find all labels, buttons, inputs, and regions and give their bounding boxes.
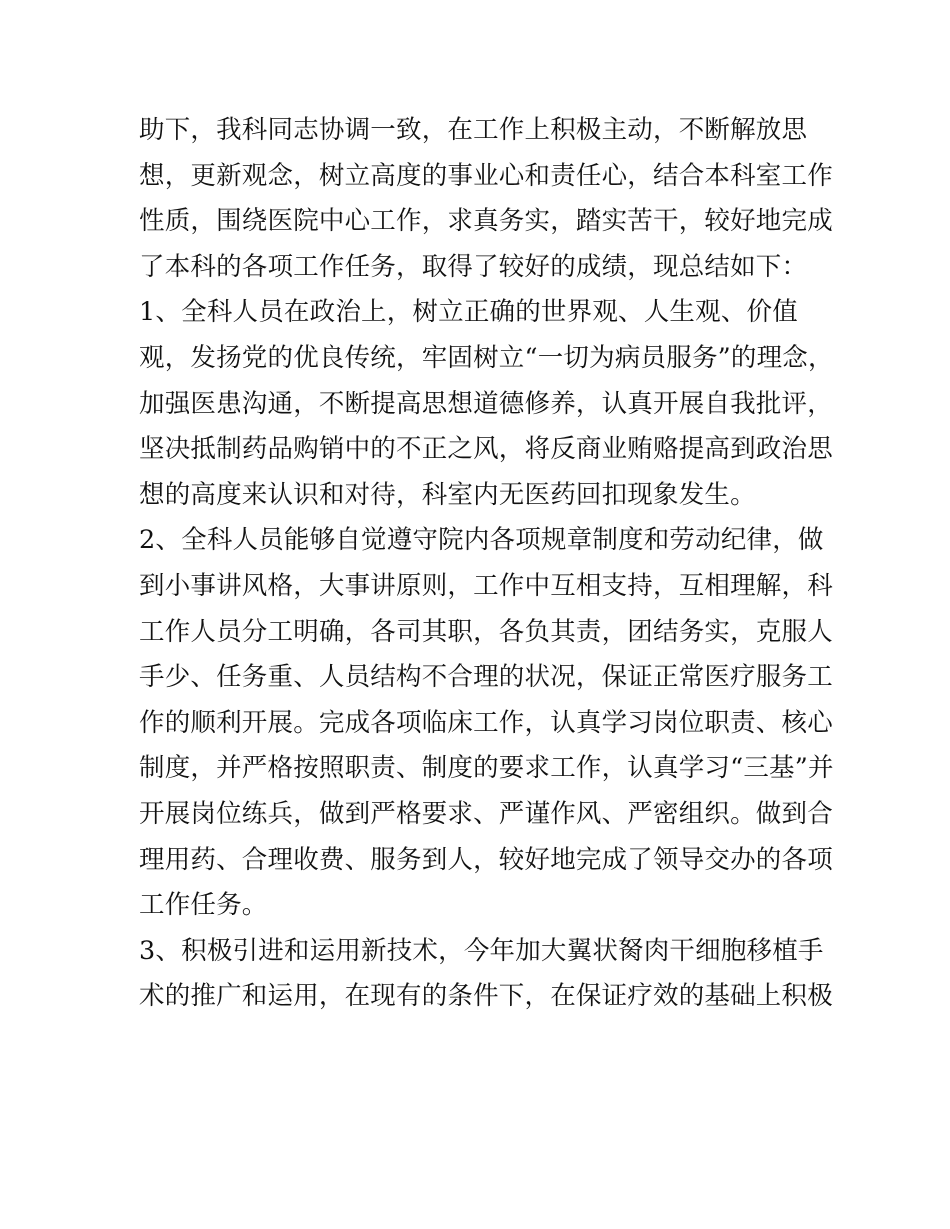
text-line: 作的顺利开展。完成各项临床工作，认真学习岗位职责、核心 [139,707,833,738]
text-line: 开展岗位练兵，做到严格要求、严谨作风、严密组织。做到合 [139,798,833,829]
text-line: 想的高度来认识和对待，科室内无医药回扣现象发生。 [139,479,756,510]
text-line: 2、全科人员能够自觉遵守院内各项规章制度和劳动纪律，做 [139,525,824,556]
text-line: 性质，围绕医院中心工作，求真务实，踏实苦干，较好地完成 [139,206,833,237]
text-line: 到小事讲风格，大事讲原则，工作中互相支持，互相理解，科 [139,570,833,601]
text-line: 工作人员分工明确，各司其职，各负其责，团结务实，克服人 [139,616,833,647]
document-body [139,108,834,1020]
text-line: 观，发扬党的优良传统，牢固树立“一切为病员服务”的理念， [139,342,834,373]
text-line: 制度，并严格按照职责、制度的要求工作，认真学习“三基”并 [139,753,834,784]
text-line: 坚决抵制药品购销中的不正之风，将反商业贿赂提高到政治思 [139,434,833,465]
text-line: 工作任务。 [139,890,268,921]
text-line: 想，更新观念，树立高度的事业心和责任心，结合本科室工作 [139,160,833,191]
text-line: 1、全科人员在政治上，树立正确的世界观、人生观、价值 [139,297,798,328]
text-line: 助下，我科同志协调一致，在工作上积极主动，不断解放思 [139,115,808,145]
text-line: 了本科的各项工作任务，取得了较好的成绩，现总结如下： [139,251,808,282]
text-line: 加强医患沟通，不断提高思想道德修养，认真开展自我批评， [139,388,833,419]
text-line: 术的推广和运用，在现有的条件下，在保证疗效的基础上积极 [139,981,833,1012]
text-line: 手少、任务重、人员结构不合理的状况，保证正常医疗服务工 [139,662,833,693]
text-line: 理用药、合理收费、服务到人，较好地完成了领导交办的各项 [139,844,833,875]
text-line: 3、积极引进和运用新技术，今年加大翼状胬肉干细胞移植手 [139,935,824,966]
